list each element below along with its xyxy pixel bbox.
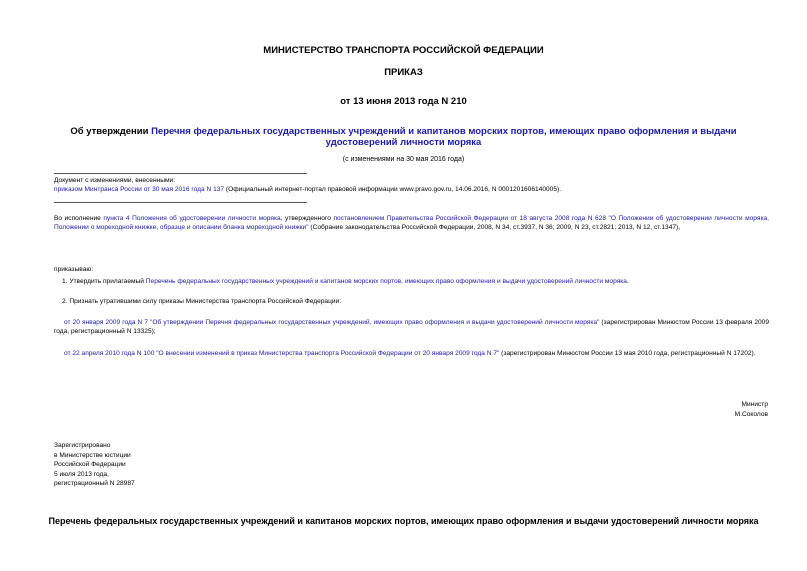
order-word: приказываю:	[54, 266, 94, 273]
preamble-link-1[interactable]: пункта 4 Положения об удостоверении личности моряка	[103, 215, 281, 222]
amendment-source: (Официальный интернет-портал правовой информации www.pravo.gov.ru, 14.06.2016, N 0001201606140005).	[224, 186, 562, 193]
amendments-label: Документ с изменениями, внесенными:	[54, 177, 176, 184]
amendment-link[interactable]: приказом Минтранса России от 30 мая 2016 года N 137	[54, 186, 225, 193]
item-2a-rest: (зарегистрирован Минюстом России 13 февраля 2009 года, регистрационный N 13325);	[54, 319, 769, 335]
registration-block	[54, 441, 135, 489]
preamble-text-2: , утвержденного	[280, 215, 334, 222]
item-1-end: .	[626, 278, 629, 285]
title-link[interactable]: Перечня федеральных государственных учреждений и капитанов морских портов, имеющих право оформления и выдачи удостоверений личности моряка	[151, 126, 737, 148]
title-prefix: Об утверждении	[70, 126, 152, 137]
preamble-text-3: (Собрание законодательства Российской Федерации, 2008, N 34, ст.3937, N 36; 2009, N 23, ст.2821; 2013, N 12, ст.1347),	[308, 224, 681, 231]
item-2b-link[interactable]: от 22 апреля 2010 года N 100 "О внесении изменений в приказ Министерства транспорта Российской Федерации от 20 января 2009 года N 7"	[64, 350, 500, 357]
order-date: от 13 июня 2013 года N 210	[340, 96, 467, 107]
ministry-heading: МИНИСТЕРСТВО ТРАНСПОРТА РОССИЙСКОЙ ФЕДЕРАЦИИ	[263, 45, 544, 56]
preamble-link-2[interactable]: постановлением Правительства Российской Федерации от 18 августа 2008 года N 628 "О Положении об удостоверении личности моряка, Положении о мореходной книжке, образце и описании бланка мореходной книжки"	[54, 215, 769, 231]
document-title	[60, 126, 747, 148]
order-heading: ПРИКАЗ	[384, 67, 423, 78]
item-2: 2. Признать утратившими силу приказы Министерства транспорта Российской Федерации:	[62, 298, 342, 305]
item-2a-link[interactable]: от 20 января 2009 года N 7 "Об утверждении Перечня федеральных государственных учреждений, имеющих право оформления и выдачи удостоверений личности моряка"	[64, 319, 600, 326]
divider-bottom	[54, 202, 307, 203]
item-1	[62, 277, 772, 286]
registration-line-5: регистрационный N 28987	[54, 480, 135, 487]
item-2a	[54, 318, 769, 336]
signature-position: Министр	[741, 401, 768, 408]
item-2b	[54, 349, 769, 358]
item-1-text: 1. Утвердить прилагаемый	[62, 278, 146, 285]
edits-note: (с изменениями на 30 мая 2016 года)	[342, 156, 465, 163]
preamble-paragraph	[54, 214, 769, 232]
registration-line-1: Зарегистрировано	[54, 442, 111, 449]
appendix-title: Перечень федеральных государственных учреждений и капитанов морских портов, имеющих право оформления и выдачи удостоверений личности моряка	[48, 516, 759, 526]
divider-top	[54, 173, 307, 174]
item-2b-rest: (зарегистрирован Минюстом России 13 мая 2010 года, регистрационный N 17202).	[499, 350, 756, 357]
amendments-line	[54, 185, 774, 194]
signature-name: М.Соколов	[734, 411, 768, 418]
registration-line-2: в Министерстве юстиции	[54, 451, 131, 459]
registration-line-4: 5 июля 2013 года,	[54, 470, 109, 478]
signature-block	[600, 400, 768, 420]
registration-line-3: Российской Федерации	[54, 461, 126, 468]
amendments-block	[54, 176, 774, 194]
item-1-link[interactable]: Перечень федеральных государственных учреждений и капитанов морских портов, имеющих право оформления и выдачи удостоверений личности моряка	[145, 278, 627, 285]
preamble-text-1: Во исполнение	[54, 215, 104, 222]
